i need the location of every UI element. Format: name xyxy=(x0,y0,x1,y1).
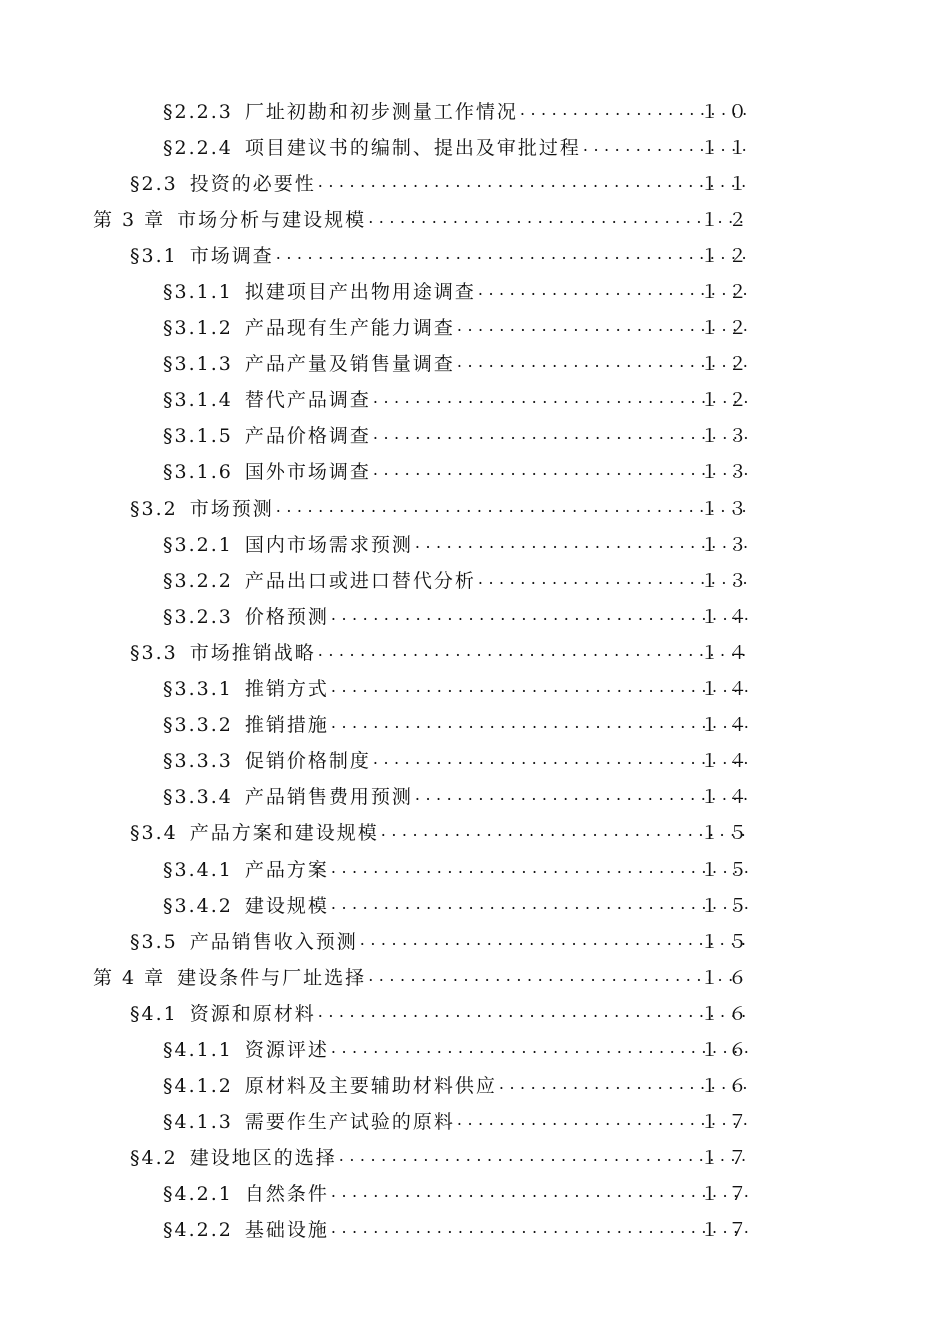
toc-page-number: １４ xyxy=(699,786,756,809)
toc-section-number: §3.1.4 xyxy=(163,389,233,412)
toc-page-number: １５ xyxy=(699,930,756,953)
toc-section-number: §3.2.3 xyxy=(163,605,233,628)
toc-page-number: １３ xyxy=(699,569,756,592)
toc-entry-label xyxy=(163,277,476,304)
toc-dot-leader xyxy=(331,713,750,732)
toc-section-number: §3.1.1 xyxy=(163,281,233,304)
toc-section-title: 原材料及主要辅助材料供应 xyxy=(244,1075,497,1098)
toc-entry[interactable] xyxy=(0,706,950,742)
toc-page-number: １６ xyxy=(699,1002,756,1025)
toc-page-number: １６ xyxy=(699,1038,756,1061)
toc-section-title: 促销价格制度 xyxy=(244,750,371,773)
toc-section-title: 价格预测 xyxy=(244,605,329,628)
toc-section-number: §3.5 xyxy=(130,930,178,953)
toc-entry-label xyxy=(163,530,413,557)
toc-entry-label xyxy=(163,1071,497,1098)
toc-entry[interactable] xyxy=(0,489,950,525)
toc-section-title: 建设条件与厂址选择 xyxy=(177,966,367,989)
toc-section-title: 建设地区的选择 xyxy=(189,1147,337,1170)
toc-section-title: 自然条件 xyxy=(244,1183,329,1206)
toc-entry[interactable] xyxy=(0,309,950,345)
toc-dot-leader xyxy=(360,930,750,949)
toc-entry-label xyxy=(130,1143,337,1170)
toc-entry[interactable] xyxy=(0,417,950,453)
toc-entry[interactable] xyxy=(0,670,950,706)
toc-entry-label xyxy=(163,385,371,412)
toc-section-title: 推销措施 xyxy=(244,714,329,737)
toc-dot-leader xyxy=(339,1146,750,1165)
toc-entry[interactable] xyxy=(0,272,950,308)
toc-entry[interactable] xyxy=(0,814,950,850)
toc-section-title: 产品出口或进口替代分析 xyxy=(244,569,476,592)
toc-entry-label xyxy=(163,1107,455,1134)
toc-dot-leader xyxy=(331,605,750,624)
toc-dot-leader xyxy=(318,1002,750,1021)
toc-entry[interactable] xyxy=(0,886,950,922)
toc-section-title: 替代产品调查 xyxy=(244,389,371,412)
toc-page-number: １２ xyxy=(699,208,756,231)
toc-section-number: §3.3.4 xyxy=(163,786,233,809)
toc-section-title: 国外市场调查 xyxy=(244,461,371,484)
toc-section-number: §3.1.5 xyxy=(163,425,233,448)
toc-page-number: １６ xyxy=(699,1075,756,1098)
toc-section-number: §3.4.2 xyxy=(163,894,233,917)
toc-section-number: §3.2.2 xyxy=(163,569,233,592)
toc-page-number: １５ xyxy=(699,858,756,881)
toc-entry-label xyxy=(163,349,455,376)
toc-section-title: 厂址初勘和初步测量工作情况 xyxy=(244,100,518,123)
toc-entry-label xyxy=(130,638,316,665)
table-of-contents xyxy=(0,92,950,1247)
toc-entry[interactable] xyxy=(0,994,950,1030)
toc-entry-label xyxy=(93,963,366,990)
toc-section-title: 产品销售收入预测 xyxy=(189,930,358,953)
toc-section-number: §3.3.3 xyxy=(163,750,233,773)
toc-entry[interactable] xyxy=(0,164,950,200)
toc-section-number: §3.4 xyxy=(130,822,178,845)
toc-page-number: １７ xyxy=(699,1219,756,1242)
toc-page-number: １２ xyxy=(699,281,756,304)
toc-entry[interactable] xyxy=(0,236,950,272)
toc-page-number: １４ xyxy=(699,714,756,737)
toc-page-number: １５ xyxy=(699,822,756,845)
toc-entry[interactable] xyxy=(0,922,950,958)
toc-section-number: 第 4 章 xyxy=(93,966,166,989)
toc-entry-label xyxy=(163,674,329,701)
toc-section-title: 项目建议书的编制、提出及审批过程 xyxy=(244,136,581,159)
toc-dot-leader xyxy=(373,388,750,407)
toc-entry-label xyxy=(130,818,379,845)
toc-page-number: １２ xyxy=(699,353,756,376)
toc-dot-leader xyxy=(368,966,750,985)
toc-section-title: 需要作生产试验的原料 xyxy=(244,1111,455,1134)
toc-section-title: 产品方案 xyxy=(244,858,329,881)
toc-section-number: §3.1.2 xyxy=(163,317,233,340)
toc-entry[interactable] xyxy=(0,633,950,669)
toc-section-number: §3.1.3 xyxy=(163,353,233,376)
toc-dot-leader xyxy=(331,858,750,877)
toc-page-number: １７ xyxy=(699,1183,756,1206)
toc-section-title: 推销方式 xyxy=(244,678,329,701)
toc-section-title: 投资的必要性 xyxy=(189,172,316,195)
toc-section-title: 建设规模 xyxy=(244,894,329,917)
toc-entry-label xyxy=(163,746,371,773)
toc-page-number: １３ xyxy=(699,497,756,520)
toc-entry-label xyxy=(163,1179,329,1206)
toc-section-number: §3.3 xyxy=(130,641,178,664)
toc-entry-label xyxy=(163,855,329,882)
toc-entry-label xyxy=(163,782,413,809)
toc-dot-leader xyxy=(331,1038,750,1057)
toc-section-number: §3.4.1 xyxy=(163,858,233,881)
toc-dot-leader xyxy=(331,894,750,913)
toc-section-number: §4.1.1 xyxy=(163,1038,233,1061)
toc-section-number: §2.2.3 xyxy=(163,100,233,123)
toc-section-number: §3.1.6 xyxy=(163,461,233,484)
toc-section-title: 国内市场需求预测 xyxy=(244,533,413,556)
toc-entry[interactable] xyxy=(0,381,950,417)
toc-entry-label xyxy=(130,241,274,268)
toc-entry[interactable] xyxy=(0,742,950,778)
toc-entry[interactable] xyxy=(0,958,950,994)
toc-dot-leader xyxy=(276,497,750,516)
toc-entry-label xyxy=(163,1215,329,1242)
toc-section-title: 市场分析与建设规模 xyxy=(177,208,367,231)
toc-page-number: １３ xyxy=(699,533,756,556)
toc-entry[interactable] xyxy=(0,345,950,381)
toc-section-number: §4.1 xyxy=(130,1002,178,1025)
toc-section-title: 基础设施 xyxy=(244,1219,329,1242)
toc-section-number: §4.1.3 xyxy=(163,1111,233,1134)
toc-page-number: １４ xyxy=(699,678,756,701)
toc-page-number: １４ xyxy=(699,750,756,773)
toc-dot-leader xyxy=(373,424,750,443)
toc-entry[interactable] xyxy=(0,525,950,561)
toc-section-number: §2.2.4 xyxy=(163,136,233,159)
toc-entry-label xyxy=(163,313,455,340)
toc-entry-label xyxy=(163,457,371,484)
toc-dot-leader xyxy=(373,460,750,479)
toc-section-number: §4.1.2 xyxy=(163,1075,233,1098)
toc-entry[interactable] xyxy=(0,561,950,597)
toc-entry-label xyxy=(130,927,358,954)
toc-section-title: 产品销售费用预测 xyxy=(244,786,413,809)
toc-page-number: １０ xyxy=(699,100,756,123)
toc-page-number: １６ xyxy=(699,966,756,989)
toc-page-number: １２ xyxy=(699,389,756,412)
toc-page-number: １３ xyxy=(699,425,756,448)
toc-entry-label xyxy=(163,566,476,593)
toc-entry-label xyxy=(130,169,316,196)
toc-section-number: §4.2.2 xyxy=(163,1219,233,1242)
toc-section-title: 产品现有生产能力调查 xyxy=(244,317,455,340)
toc-entry[interactable] xyxy=(0,92,950,128)
toc-page-number: １４ xyxy=(699,641,756,664)
toc-section-title: 产品方案和建设规模 xyxy=(189,822,379,845)
toc-section-title: 市场推销战略 xyxy=(189,641,316,664)
toc-section-number: §3.1 xyxy=(130,244,178,267)
toc-section-title: 资源和原材料 xyxy=(189,1002,316,1025)
toc-section-title: 市场预测 xyxy=(189,497,274,520)
toc-page-number: １１ xyxy=(699,172,756,195)
toc-page-number: １２ xyxy=(699,244,756,267)
toc-entry-label xyxy=(163,421,371,448)
toc-entry-label xyxy=(163,602,329,629)
toc-entry[interactable] xyxy=(0,597,950,633)
toc-entry[interactable] xyxy=(0,1175,950,1211)
toc-entry-label xyxy=(93,205,366,232)
toc-dot-leader xyxy=(368,208,750,227)
toc-dot-leader xyxy=(331,1218,750,1237)
toc-section-number: §3.2 xyxy=(130,497,178,520)
toc-entry[interactable] xyxy=(0,1211,950,1247)
toc-entry[interactable] xyxy=(0,1139,950,1175)
toc-section-title: 产品产量及销售量调查 xyxy=(244,353,455,376)
toc-section-number: §3.3.2 xyxy=(163,714,233,737)
toc-entry[interactable] xyxy=(0,1067,950,1103)
toc-dot-leader xyxy=(318,172,750,191)
toc-entry-label xyxy=(130,494,274,521)
toc-page-number: １３ xyxy=(699,461,756,484)
toc-section-number: §4.2 xyxy=(130,1147,178,1170)
toc-entry-label xyxy=(163,97,518,124)
toc-entry-label xyxy=(163,133,581,160)
toc-section-number: §2.3 xyxy=(130,172,178,195)
toc-entry[interactable] xyxy=(0,1103,950,1139)
toc-page-number: １７ xyxy=(699,1147,756,1170)
toc-page-number: １２ xyxy=(699,317,756,340)
toc-entry[interactable] xyxy=(0,453,950,489)
toc-section-title: 拟建项目产出物用途调查 xyxy=(244,281,476,304)
toc-entry[interactable] xyxy=(0,850,950,886)
toc-entry-label xyxy=(163,1035,329,1062)
toc-section-number: §4.2.1 xyxy=(163,1183,233,1206)
toc-section-number: §3.2.1 xyxy=(163,533,233,556)
toc-dot-leader xyxy=(318,641,750,660)
toc-entry-label xyxy=(163,710,329,737)
toc-dot-leader xyxy=(381,821,750,840)
toc-page-number: １４ xyxy=(699,605,756,628)
toc-dot-leader xyxy=(331,677,750,696)
toc-entry-label xyxy=(163,891,329,918)
toc-section-title: 产品价格调查 xyxy=(244,425,371,448)
toc-entry[interactable] xyxy=(0,128,950,164)
toc-entry[interactable] xyxy=(0,778,950,814)
toc-section-title: 市场调查 xyxy=(189,244,274,267)
toc-entry[interactable] xyxy=(0,200,950,236)
toc-section-number: §3.3.1 xyxy=(163,678,233,701)
toc-page-number: １１ xyxy=(699,136,756,159)
toc-section-title: 资源评述 xyxy=(244,1038,329,1061)
toc-section-number: 第 3 章 xyxy=(93,208,166,231)
toc-entry[interactable] xyxy=(0,1030,950,1066)
toc-page-number: １７ xyxy=(699,1111,756,1134)
toc-dot-leader xyxy=(373,749,750,768)
toc-dot-leader xyxy=(276,244,750,263)
toc-page-number: １５ xyxy=(699,894,756,917)
toc-dot-leader xyxy=(331,1182,750,1201)
toc-entry-label xyxy=(130,999,316,1026)
